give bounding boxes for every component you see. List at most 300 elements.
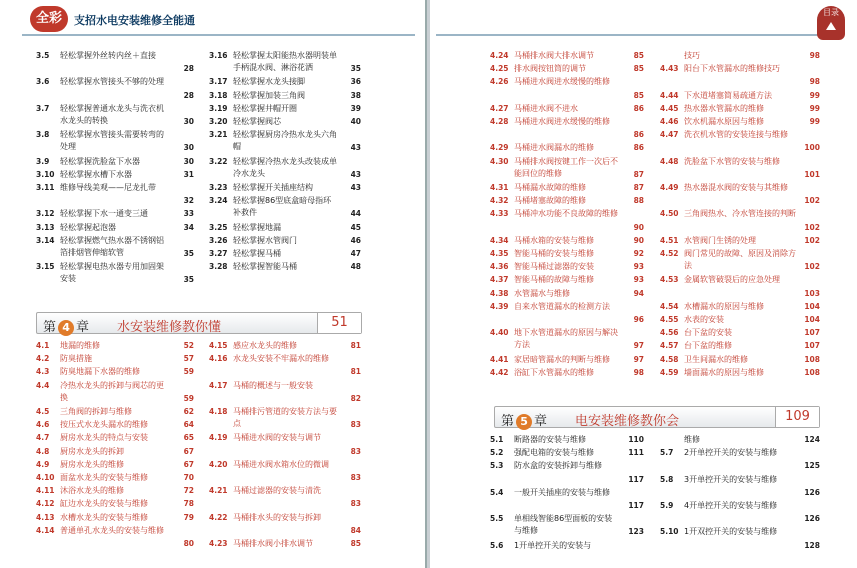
toc-entry[interactable] bbox=[660, 90, 820, 103]
entry-title: 轻松掌握智能马桶 bbox=[233, 262, 297, 272]
chapter-5-heading bbox=[494, 406, 820, 428]
toc-entry[interactable] bbox=[490, 487, 644, 513]
entry-number: 3.12 bbox=[36, 209, 55, 219]
entry-number: 4.19 bbox=[209, 433, 228, 443]
entry-page: 111 bbox=[628, 448, 644, 458]
entry-number: 3.13 bbox=[36, 222, 55, 232]
entry-number: 5.2 bbox=[490, 448, 504, 458]
entry-number: 3.15 bbox=[36, 262, 55, 272]
entry-number: 5.7 bbox=[660, 448, 674, 458]
entry-number: 4.35 bbox=[490, 249, 509, 258]
toc-column-h bbox=[660, 434, 820, 564]
entry-title: 断路器的安装与维修 bbox=[514, 435, 586, 444]
entry-number: 3.16 bbox=[209, 51, 228, 60]
toc-entry[interactable] bbox=[660, 103, 820, 116]
entry-number: 4.34 bbox=[490, 235, 509, 245]
toc-entry[interactable] bbox=[490, 248, 644, 261]
entry-page: 65 bbox=[183, 433, 194, 443]
toc-entry[interactable] bbox=[36, 459, 194, 472]
chapter-number: 5 bbox=[516, 414, 532, 430]
toc-entry[interactable] bbox=[209, 459, 361, 485]
entry-page: 104 bbox=[804, 301, 820, 311]
entry-title: 面盆水龙头的安装与维修 bbox=[60, 473, 148, 482]
toc-entry[interactable] bbox=[490, 288, 644, 301]
toc-entry[interactable] bbox=[36, 222, 194, 235]
entry-number: 4.39 bbox=[490, 301, 509, 311]
toc-entry[interactable] bbox=[490, 261, 644, 274]
entry-number: 3.21 bbox=[209, 130, 228, 140]
left-header bbox=[0, 0, 425, 38]
entry-title: 一般开关插座的安装与维修 bbox=[514, 487, 610, 497]
entry-title: 马桶进水阀漏水的维修 bbox=[514, 143, 594, 153]
entry-title: 感应水龙头的维修 bbox=[233, 341, 297, 350]
entry-page: 40 bbox=[350, 117, 361, 126]
entry-number: 4.3 bbox=[36, 367, 50, 377]
toc-entry[interactable] bbox=[660, 340, 820, 353]
entry-title: 马桶排水阀小排水调节 bbox=[233, 539, 313, 548]
toc-entry[interactable] bbox=[490, 76, 644, 102]
entry-number: 4.13 bbox=[36, 512, 55, 522]
entry-number: 3.7 bbox=[36, 103, 50, 113]
entry-number: 4.41 bbox=[490, 354, 509, 364]
toc-entry[interactable] bbox=[490, 434, 644, 447]
toc-entry[interactable] bbox=[36, 50, 194, 76]
toc-entry[interactable] bbox=[209, 129, 361, 155]
toc-entry[interactable] bbox=[660, 526, 820, 552]
entry-number: 4.22 bbox=[209, 512, 228, 522]
toc-badge[interactable] bbox=[817, 6, 845, 40]
entry-number: 4.14 bbox=[36, 525, 55, 535]
entry-number: 4.5 bbox=[36, 407, 50, 416]
toc-entry[interactable] bbox=[490, 103, 644, 116]
entry-title: 维修导线美观——尼龙扎带 bbox=[60, 183, 156, 192]
entry-title: 下水道堵塞简易疏通方法 bbox=[684, 90, 772, 100]
toc-entry[interactable] bbox=[490, 301, 644, 327]
entry-page: 52 bbox=[183, 341, 194, 350]
toc-entry[interactable] bbox=[490, 195, 644, 208]
entry-page: 35 bbox=[183, 248, 194, 258]
entry-number: 4.42 bbox=[490, 367, 509, 377]
entry-page: 79 bbox=[183, 512, 194, 522]
toc-entry[interactable] bbox=[36, 446, 194, 459]
entry-number: 3.8 bbox=[36, 130, 50, 140]
entry-page: 39 bbox=[350, 103, 361, 113]
toc-entry[interactable] bbox=[660, 500, 820, 526]
toc-entry[interactable] bbox=[490, 367, 644, 380]
toc-entry[interactable] bbox=[490, 354, 644, 367]
toc-entry[interactable] bbox=[36, 261, 194, 287]
toc-entry[interactable] bbox=[660, 63, 820, 89]
toc-entry[interactable] bbox=[490, 142, 644, 155]
entry-title: 厨房水龙头的维修 bbox=[60, 459, 124, 469]
entry-title: 轻松掌握加装三角阀 bbox=[233, 90, 305, 100]
entry-page: 81 bbox=[350, 341, 361, 350]
toc-entry[interactable] bbox=[209, 235, 361, 248]
toc-entry[interactable] bbox=[209, 380, 361, 406]
entry-title: 厨房水龙头的特点与安装 bbox=[60, 433, 148, 443]
toc-entry[interactable] bbox=[36, 103, 194, 129]
entry-number: 4.16 bbox=[209, 354, 228, 364]
toc-entry[interactable] bbox=[36, 235, 194, 261]
entry-number: 4.6 bbox=[36, 420, 50, 430]
entry-title: 轻松掌握冷热水龙头改装成单冷水龙头 bbox=[233, 156, 337, 178]
toc-entry[interactable] bbox=[209, 261, 361, 274]
toc-entry[interactable] bbox=[36, 366, 194, 379]
entry-title: 马桶进水阀进水缓慢的维修 bbox=[514, 117, 610, 126]
chapter-title: 电安装维修教你会 bbox=[575, 414, 680, 429]
chapter-4-heading bbox=[36, 312, 362, 334]
entry-page: 85 bbox=[350, 539, 361, 548]
toc-entry[interactable] bbox=[209, 340, 361, 353]
entry-title: 马桶进水阀水箱水位的微调 bbox=[233, 459, 329, 469]
entry-title: 浴缸下水管漏水的维修 bbox=[514, 367, 594, 377]
entry-page: 117 bbox=[628, 474, 644, 484]
toc-entry[interactable] bbox=[660, 367, 820, 380]
entry-title: 马桶冲水功能不良故障的维修 bbox=[514, 209, 618, 219]
toc-entry[interactable] bbox=[209, 512, 361, 538]
entry-page: 48 bbox=[350, 262, 361, 272]
entry-number: 4.43 bbox=[660, 64, 679, 74]
entry-number: 5.10 bbox=[660, 527, 679, 537]
toc-entry[interactable] bbox=[490, 513, 644, 539]
toc-entry[interactable] bbox=[209, 116, 361, 129]
toc-entry[interactable] bbox=[36, 472, 194, 485]
chapter-page: 51 bbox=[317, 313, 361, 333]
entry-title: 2开单控开关的安装与维修 bbox=[684, 448, 778, 458]
entry-title: 马桶进水阀不进水 bbox=[514, 103, 578, 113]
entry-number: 4.23 bbox=[209, 539, 228, 548]
entry-title: 轻松掌握下水一通变三通 bbox=[60, 209, 148, 219]
entry-number: 3.20 bbox=[209, 117, 228, 126]
entry-title: 按压式水龙头漏水的维修 bbox=[60, 420, 148, 430]
toc-entry[interactable] bbox=[36, 498, 194, 511]
entry-number: 4.15 bbox=[209, 341, 228, 350]
entry-page: 104 bbox=[804, 315, 820, 324]
entry-title: 水槽漏水的原因与维修 bbox=[684, 301, 764, 311]
entry-number: 5.9 bbox=[660, 501, 674, 510]
entry-title: 马桶进水阀进水缓慢的维修 bbox=[514, 77, 610, 87]
entry-page: 31 bbox=[183, 169, 194, 179]
entry-title: 智能马桶过滤器的安装 bbox=[514, 262, 594, 272]
entry-page: 64 bbox=[183, 420, 194, 430]
toc-entry[interactable] bbox=[36, 380, 194, 406]
toc-badge-label: 目录 bbox=[823, 8, 839, 17]
toc-entry[interactable] bbox=[660, 116, 820, 129]
toc-entry[interactable] bbox=[36, 485, 194, 498]
entry-number: 4.9 bbox=[36, 459, 50, 469]
toc-entry[interactable] bbox=[209, 50, 361, 76]
entry-page: 46 bbox=[350, 235, 361, 245]
entry-title: 自来水管道漏水的检测方法 bbox=[514, 301, 610, 311]
toc-entry[interactable] bbox=[209, 538, 361, 551]
entry-page: 67 bbox=[183, 459, 194, 469]
entry-number: 4.40 bbox=[490, 328, 509, 338]
entry-title: 轻松掌握井帽开圈 bbox=[233, 103, 297, 113]
entry-title: 强配电箱的安装与维修 bbox=[514, 448, 594, 458]
toc-entry[interactable] bbox=[490, 50, 644, 63]
entry-number: 4.20 bbox=[209, 459, 228, 469]
toc-entry[interactable] bbox=[660, 129, 820, 155]
toc-entry[interactable] bbox=[490, 182, 644, 195]
entry-page: 102 bbox=[804, 262, 820, 272]
entry-title: 轻松掌握外丝转内丝＋直接 bbox=[60, 51, 156, 60]
entry-number: 4.24 bbox=[490, 51, 509, 60]
toc-entry[interactable] bbox=[209, 76, 361, 89]
entry-number: 4.10 bbox=[36, 473, 55, 482]
entry-number: 5.1 bbox=[490, 435, 504, 444]
toc-entry[interactable] bbox=[660, 208, 820, 234]
entry-title: 台下盆的安装 bbox=[684, 328, 732, 338]
entry-page: 123 bbox=[628, 527, 644, 537]
entry-page: 102 bbox=[804, 235, 820, 245]
entry-number: 4.38 bbox=[490, 288, 509, 298]
toc-entry[interactable] bbox=[36, 525, 194, 551]
entry-page: 59 bbox=[183, 367, 194, 377]
toc-entry[interactable] bbox=[36, 432, 194, 445]
entry-page: 107 bbox=[804, 341, 820, 351]
entry-page: 94 bbox=[633, 288, 644, 298]
toc-entry[interactable] bbox=[209, 103, 361, 116]
toc-entry[interactable] bbox=[209, 406, 361, 432]
toc-entry[interactable] bbox=[36, 169, 194, 182]
toc-entry[interactable] bbox=[209, 432, 361, 458]
toc-entry[interactable] bbox=[490, 63, 644, 76]
toc-entry[interactable] bbox=[660, 248, 820, 274]
toc-entry[interactable] bbox=[209, 222, 361, 235]
entry-page: 99 bbox=[809, 117, 820, 126]
toc-entry[interactable] bbox=[36, 156, 194, 169]
toc-entry[interactable] bbox=[36, 340, 194, 353]
toc-entry[interactable] bbox=[209, 248, 361, 261]
entry-page: 107 bbox=[804, 328, 820, 338]
toc-entry[interactable] bbox=[209, 182, 361, 195]
entry-title: 马桶漏水故障的维修 bbox=[514, 183, 586, 192]
entry-number: 4.27 bbox=[490, 103, 509, 113]
toc-entry[interactable] bbox=[660, 274, 820, 300]
toc-entry[interactable] bbox=[490, 540, 644, 553]
entry-number: 4.1 bbox=[36, 341, 50, 350]
entry-title: 防水盒的安装拆卸与维修 bbox=[514, 461, 602, 471]
toc-column-e bbox=[490, 50, 644, 390]
entry-number: 3.27 bbox=[209, 249, 228, 258]
entry-page: 44 bbox=[350, 209, 361, 219]
entry-title: 热水器水管漏水的维修 bbox=[684, 103, 764, 113]
entry-title: 饮水机漏水原因与维修 bbox=[684, 117, 764, 126]
entry-title: 三角阀热水、冷水管连接的判断 bbox=[684, 209, 796, 219]
entry-number: 4.12 bbox=[36, 499, 55, 509]
entry-title: 轻松掌握起泡器 bbox=[60, 222, 116, 232]
entry-title: 冷热水龙头的拆卸与阀芯的更换 bbox=[60, 380, 164, 402]
toc-entry[interactable] bbox=[660, 235, 820, 248]
toc-entry[interactable] bbox=[36, 129, 194, 155]
book-title: 支招水电安装维修全能通 bbox=[74, 14, 195, 27]
header-rule bbox=[436, 34, 827, 36]
entry-page: 99 bbox=[809, 90, 820, 100]
entry-number: 4.52 bbox=[660, 249, 679, 258]
up-arrow-icon bbox=[826, 22, 836, 30]
entry-title: 马桶的概述与一般安装 bbox=[233, 380, 313, 390]
entry-page: 43 bbox=[350, 183, 361, 192]
toc-entry[interactable] bbox=[490, 447, 644, 460]
entry-number: 4.2 bbox=[36, 354, 50, 364]
entry-page: 125 bbox=[804, 461, 820, 471]
entry-page: 34 bbox=[183, 222, 194, 232]
entry-page: 93 bbox=[633, 275, 644, 285]
entry-page: 72 bbox=[183, 486, 194, 496]
entry-number: 3.22 bbox=[209, 156, 228, 166]
entry-page: 88 bbox=[633, 196, 644, 206]
toc-entry[interactable] bbox=[490, 116, 644, 142]
entry-number: 3.24 bbox=[209, 196, 228, 206]
entry-title: 沐浴水龙头的维修 bbox=[60, 486, 124, 496]
toc-entry[interactable] bbox=[209, 485, 361, 511]
entry-page: 84 bbox=[350, 525, 361, 535]
entry-page: 126 bbox=[804, 487, 820, 497]
entry-page: 33 bbox=[183, 209, 194, 219]
entry-page: 126 bbox=[804, 514, 820, 524]
entry-title: 轻松掌握马桶 bbox=[233, 249, 281, 258]
toc-entry[interactable] bbox=[490, 208, 644, 234]
toc-column-a bbox=[36, 50, 194, 295]
entry-title: 马桶进水阀的安装与调节 bbox=[233, 433, 321, 443]
entry-page: 70 bbox=[183, 473, 194, 482]
entry-title: 缸边水龙头的安装与维修 bbox=[60, 499, 148, 509]
entry-title: 地漏的维修 bbox=[60, 341, 100, 350]
brand-logo: 全彩 bbox=[30, 6, 68, 32]
entry-title: 轻松掌握电热水器专用加固架安装 bbox=[60, 262, 164, 284]
entry-page: 85 bbox=[633, 90, 644, 100]
entry-number: 4.25 bbox=[490, 64, 509, 74]
toc-entry[interactable] bbox=[660, 327, 820, 340]
entry-number: 4.21 bbox=[209, 486, 228, 496]
entry-title: 马桶堵塞故障的维修 bbox=[514, 196, 586, 206]
toc-entry[interactable] bbox=[490, 327, 644, 353]
toc-entry[interactable] bbox=[660, 434, 820, 447]
toc-entry[interactable] bbox=[36, 182, 194, 208]
entry-number: 4.53 bbox=[660, 275, 679, 285]
entry-title: 水管阀门生锈的处理 bbox=[684, 235, 756, 245]
entry-title: 1开单控开关的安装与 bbox=[514, 540, 592, 550]
entry-number: 4.54 bbox=[660, 301, 679, 311]
toc-entry[interactable] bbox=[209, 156, 361, 182]
toc-entry[interactable] bbox=[490, 156, 644, 182]
entry-title: 轻松掌握地漏 bbox=[233, 222, 281, 232]
toc-entry[interactable] bbox=[36, 512, 194, 525]
toc-entry[interactable] bbox=[660, 182, 820, 208]
entry-page: 87 bbox=[633, 169, 644, 179]
entry-number: 3.10 bbox=[36, 169, 55, 179]
entry-title: 防臭地漏下水器的维修 bbox=[60, 367, 140, 377]
entry-title: 轻松掌握洗脸盆下水器 bbox=[60, 156, 140, 166]
toc-entry[interactable] bbox=[660, 354, 820, 367]
toc-entry[interactable] bbox=[490, 460, 644, 486]
entry-page: 86 bbox=[633, 103, 644, 113]
entry-number: 4.51 bbox=[660, 235, 679, 245]
entry-page: 57 bbox=[183, 354, 194, 364]
entry-page: 43 bbox=[350, 143, 361, 153]
entry-number: 4.44 bbox=[660, 90, 679, 100]
entry-number: 4.30 bbox=[490, 156, 509, 166]
entry-page: 110 bbox=[628, 435, 644, 444]
toc-entry[interactable] bbox=[36, 76, 194, 102]
toc-entry[interactable] bbox=[209, 195, 361, 221]
chapter-number: 4 bbox=[58, 320, 74, 336]
toc-entry[interactable] bbox=[490, 274, 644, 287]
entry-title: 1开双控开关的安装与维修 bbox=[684, 527, 778, 537]
entry-number: 3.9 bbox=[36, 156, 50, 166]
entry-title: 马桶排水阀大排水调节 bbox=[514, 51, 594, 60]
toc-entry[interactable] bbox=[660, 474, 820, 500]
entry-title: 单相线智能86型面板的安装与维修 bbox=[514, 514, 613, 536]
header-rule bbox=[22, 34, 415, 36]
entry-number: 4.37 bbox=[490, 275, 509, 285]
entry-page: 35 bbox=[350, 64, 361, 74]
toc-entry[interactable] bbox=[660, 301, 820, 314]
entry-page: 83 bbox=[350, 499, 361, 509]
entry-title: 墙面漏水的原因与维修 bbox=[684, 367, 764, 377]
toc-column-c bbox=[36, 340, 194, 560]
toc-entry[interactable] bbox=[36, 419, 194, 432]
entry-title: 家居暗管漏水的判断与维修 bbox=[514, 354, 610, 364]
entry-page: 96 bbox=[633, 314, 644, 324]
entry-page: 62 bbox=[183, 407, 194, 416]
entry-page: 103 bbox=[804, 288, 820, 298]
chapter-title: 水安装维修教你懂 bbox=[117, 320, 222, 335]
entry-number: 4.56 bbox=[660, 328, 679, 338]
right-page bbox=[430, 0, 857, 568]
entry-title: 防臭措施 bbox=[60, 354, 92, 364]
toc-entry[interactable] bbox=[36, 353, 194, 366]
entry-page: 100 bbox=[804, 143, 820, 153]
entry-number: 5.5 bbox=[490, 514, 504, 524]
entry-page: 85 bbox=[633, 64, 644, 74]
entry-page: 43 bbox=[350, 169, 361, 179]
entry-title: 智能马桶的故障与维修 bbox=[514, 275, 594, 285]
entry-page: 124 bbox=[804, 435, 820, 444]
toc-entry[interactable] bbox=[660, 447, 820, 473]
entry-page: 102 bbox=[804, 222, 820, 232]
entry-page: 30 bbox=[183, 116, 194, 126]
entry-number: 3.25 bbox=[209, 222, 228, 232]
toc-entry[interactable] bbox=[36, 406, 194, 419]
entry-title: 技巧 bbox=[684, 51, 700, 60]
toc-entry[interactable] bbox=[660, 314, 820, 327]
entry-title: 厨房水龙头的拆卸 bbox=[60, 446, 124, 456]
toc-entry[interactable] bbox=[660, 156, 820, 182]
entry-title: 马桶过滤器的安装与清洗 bbox=[233, 486, 321, 496]
entry-title: 水管漏水与维修 bbox=[514, 288, 570, 298]
entry-title: 轻松掌握太阳能热水器明装单手柄混水阀、淋浴花洒 bbox=[233, 51, 337, 73]
toc-column-d bbox=[209, 340, 361, 560]
entry-title: 马桶排水头的安装与拆卸 bbox=[233, 512, 321, 522]
toc-entry[interactable] bbox=[36, 208, 194, 221]
entry-title: 金属软管破裂后的应急处理 bbox=[684, 275, 780, 285]
toc-entry[interactable] bbox=[490, 235, 644, 248]
toc-entry[interactable] bbox=[660, 50, 820, 63]
toc-entry[interactable] bbox=[209, 90, 361, 103]
entry-page: 30 bbox=[183, 143, 194, 153]
entry-title: 轻松掌握86型底盒暗母指环补救件 bbox=[233, 196, 332, 218]
entry-page: 98 bbox=[633, 367, 644, 377]
entry-number: 4.45 bbox=[660, 103, 679, 113]
entry-page: 97 bbox=[633, 354, 644, 364]
entry-page: 85 bbox=[633, 51, 644, 60]
toc-entry[interactable] bbox=[209, 353, 361, 379]
entry-page: 86 bbox=[633, 143, 644, 153]
entry-number: 3.11 bbox=[36, 183, 55, 192]
entry-title: 洗衣机水管的安装连接与维修 bbox=[684, 130, 788, 140]
entry-title: 轻松掌握普通水龙头与洗衣机水龙头的转换 bbox=[60, 103, 164, 126]
